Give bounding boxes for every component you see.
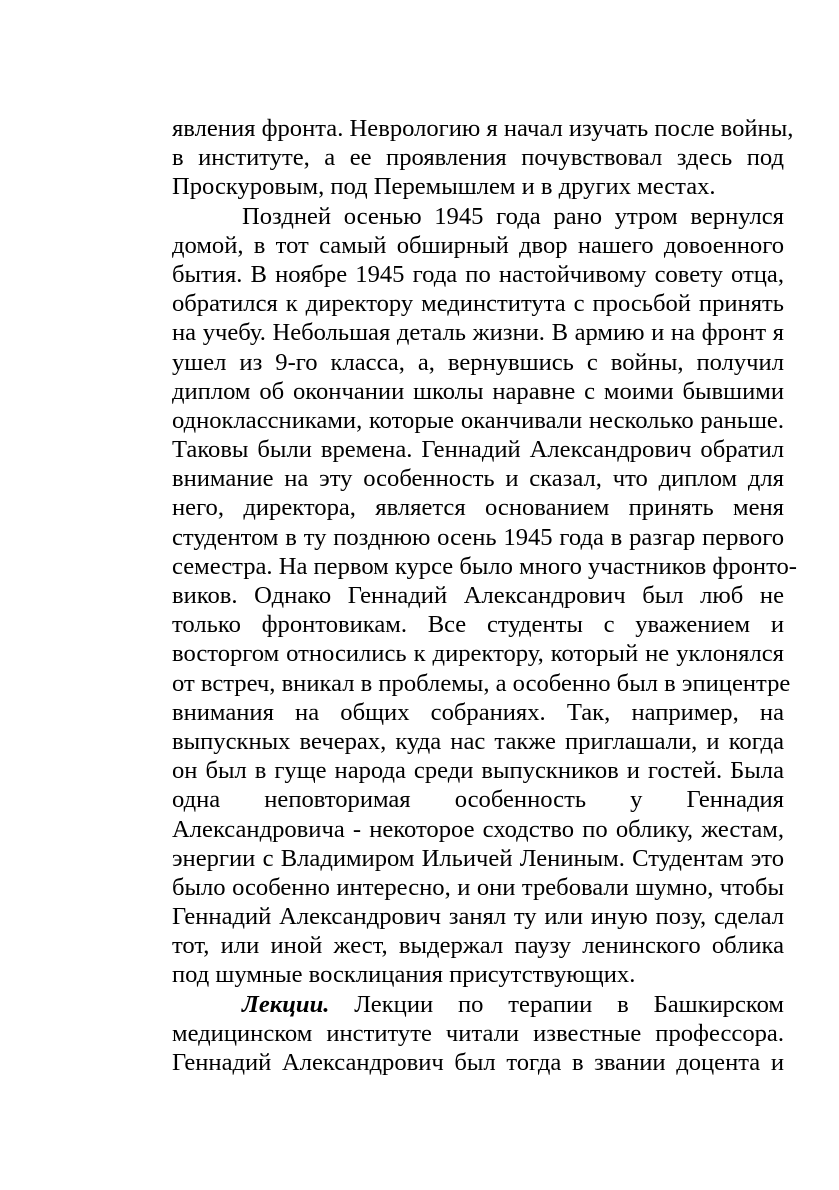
- text-line: Геннадий Александрович был тогда в звании доцента и: [172, 1049, 784, 1076]
- text-line: Александровича - некоторое сходство по облику, жестам,: [172, 815, 784, 843]
- text-line: под шумные восклицания присутствующих.: [172, 961, 636, 989]
- text-line: от встреч, вникал в проблемы, а особенно был в эпицентре: [172, 669, 791, 697]
- text-line: явления фронта. Неврологию я начал изучать после войны,: [172, 115, 794, 142]
- text-line: внимания на общих собраниях. Так, например, на: [172, 698, 784, 726]
- text-line: восторгом относились к директору, который не уклонялся: [172, 640, 784, 668]
- text-line: на учебу. Небольшая деталь жизни. В армию и на фронт я: [172, 319, 784, 347]
- text-line: Поздней осенью 1945 года рано утром вернулся: [242, 202, 784, 230]
- text-line: в институте, а ее проявления почувствовал здесь под: [172, 144, 784, 172]
- section-lead-heading: Лекции.: [242, 990, 330, 1018]
- text-line: одна неповторимая особенность у Геннадия: [172, 786, 784, 814]
- text-line: тот, или иной жест, выдержал паузу ленинского облика: [172, 932, 784, 960]
- text-line: внимание на эту особенность и сказал, что диплом для: [172, 465, 784, 493]
- text-line: медицинском институте читали известные профессора.: [172, 1019, 784, 1047]
- text-line: выпускных вечерах, куда нас также приглашали, и когда: [172, 727, 784, 755]
- text-line: семестра. На первом курсе было много участников фронто-: [172, 552, 797, 580]
- text-line: Проскуровым, под Перемышлем и в других местах.: [172, 173, 716, 201]
- text-line: Геннадий Александрович занял ту или иную позу, сделал: [172, 903, 784, 931]
- text-line: ушел из 9-го класса, а, вернувшись с войны, получил: [172, 348, 784, 376]
- paragraph-3: [172, 990, 784, 1078]
- body-text: [172, 114, 797, 1077]
- text-line: Таковы были времена. Геннадий Александрович обратил: [172, 436, 784, 464]
- text-line: бытия. В ноябре 1945 года по настойчивому совету отца,: [172, 260, 784, 288]
- text-line: он был в гуще народа среди выпускников и гостей. Была: [172, 757, 784, 785]
- text-line-rest: Лекции по терапии в Башкирском: [329, 990, 784, 1018]
- text-line: обратился к директору мединститута с просьбой принять: [172, 290, 784, 318]
- text-line: только фронтовикам. Все студенты с уважением и: [172, 611, 784, 639]
- paragraph-1: [172, 114, 794, 202]
- text-line: [172, 990, 784, 1019]
- paragraph-2: [172, 202, 797, 990]
- text-line: диплом об окончании школы наравне с моими бывшими: [172, 377, 784, 405]
- text-line: одноклассниками, которые оканчивали несколько раньше.: [172, 406, 784, 434]
- text-line: домой, в тот самый обширный двор нашего довоенного: [172, 231, 784, 259]
- text-line: энергии с Владимиром Ильичей Лениным. Студентам это: [172, 844, 784, 872]
- text-line: него, директора, является основанием принять меня: [172, 494, 784, 522]
- text-line: было особенно интересно, и они требовали шумно, чтобы: [172, 873, 784, 901]
- text-line: студентом в ту позднюю осень 1945 года в разгар первого: [172, 523, 784, 551]
- text-line: виков. Однако Геннадий Александрович был люб не: [172, 582, 784, 609]
